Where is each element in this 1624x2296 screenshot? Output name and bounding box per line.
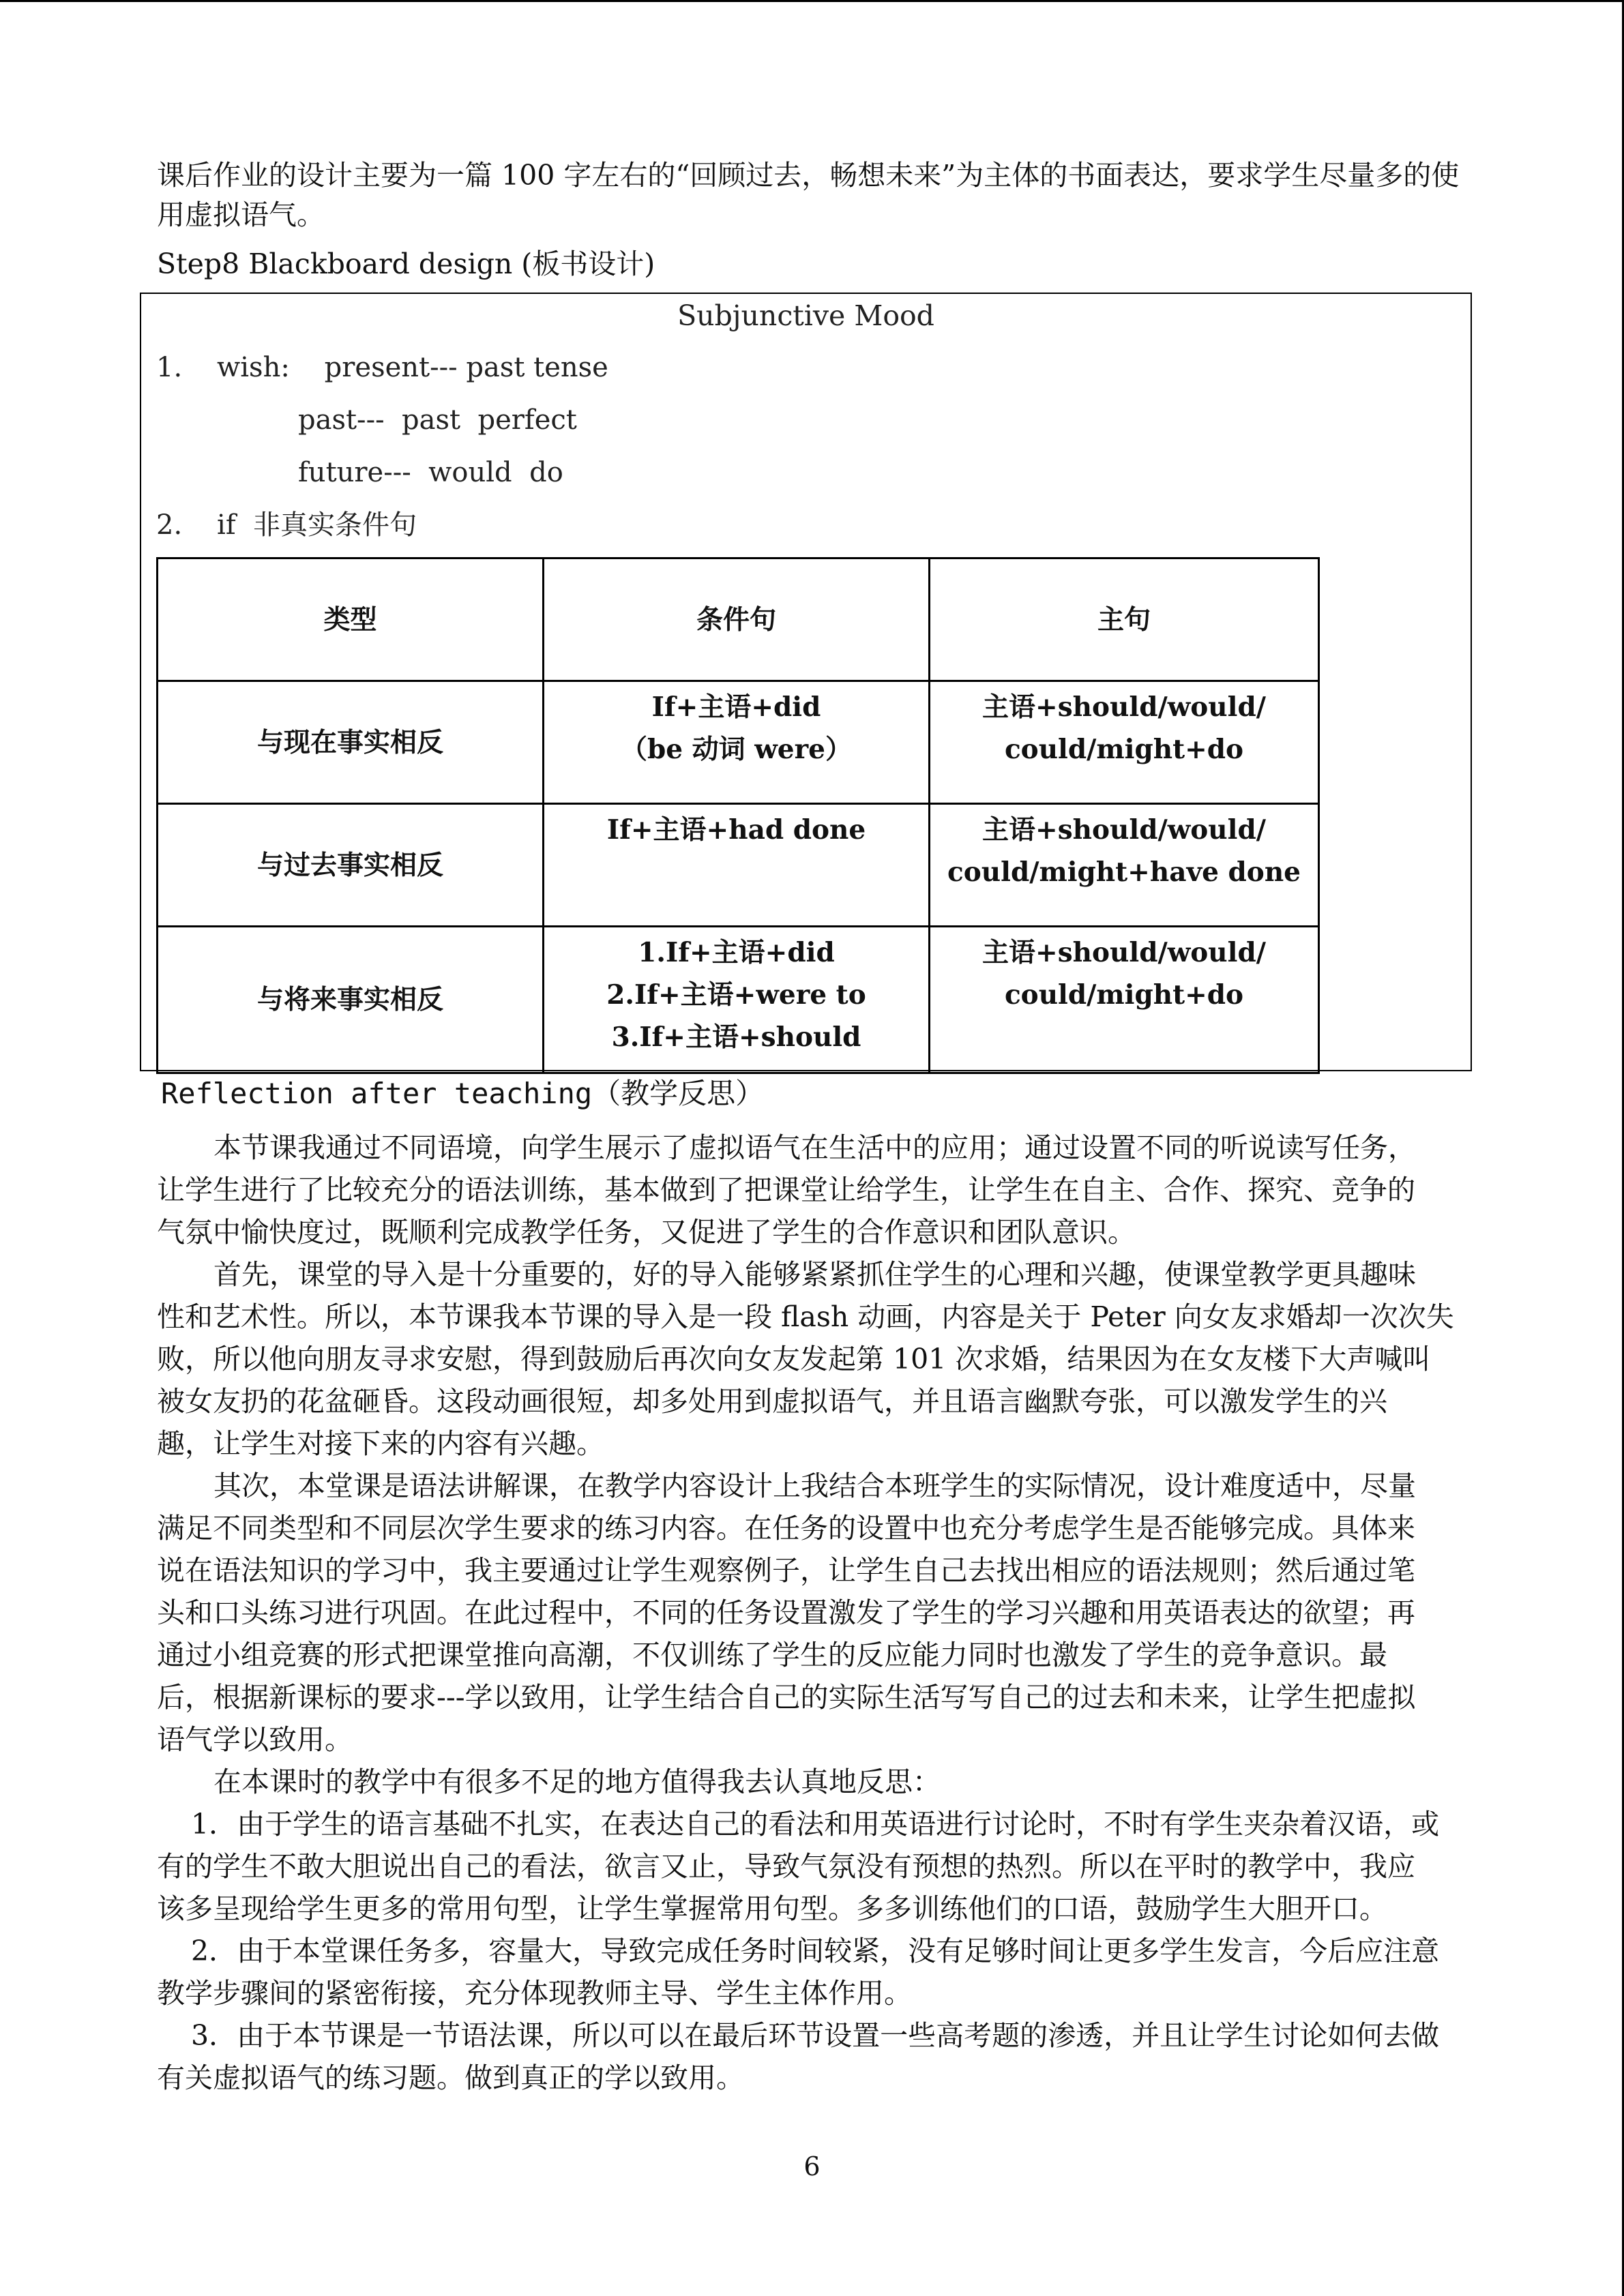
para-line: 败，所以他向朋友寻求安慰，得到鼓励后再次向女友发起第 101 次求婚，结果因为在女友楼下大声喊叫 <box>157 1343 1431 1375</box>
reflection-heading-en: Reflection after teaching <box>161 1077 593 1110</box>
para-line: 首先，课堂的导入是十分重要的，好的导入能够紧紧抓住学生的心理和兴趣，使课堂教学更具趣味 <box>213 1258 1416 1291</box>
para-line: 教学步骤间的紧密衔接，充分体现教师主导、学生主体作用。 <box>157 1977 912 2010</box>
para-line: 气氛中愉快度过，既顺利完成教学任务，又促进了学生的合作意识和团队意识。 <box>157 1216 1136 1249</box>
row-type: 与过去事实相反 <box>158 804 544 927</box>
header-type: 类型 <box>158 558 544 681</box>
para-line: 在本课时的教学中有很多不足的地方值得我去认真地反思： <box>213 1765 941 1798</box>
main-line: could/might+do <box>1004 979 1244 1011</box>
conditional-table <box>156 557 1320 1074</box>
page-number: 6 <box>803 2151 821 2181</box>
table-row <box>158 804 1319 927</box>
table-row <box>158 681 1319 804</box>
reflection-heading-cn: （教学反思） <box>592 1077 765 1110</box>
cond-line: 3.If+主语+should <box>611 1022 861 1053</box>
para-line: 性和艺术性。所以，本节课我本节课的导入是一段 flash 动画，内容是关于 Peter 向女友求婚却一次次失 <box>157 1300 1454 1333</box>
para-line: 其次，本堂课是语法讲解课，在教学内容设计上我结合本班学生的实际情况，设计难度适中，尽量 <box>213 1470 1416 1502</box>
board-line-wish: 1. wish: present--- past tense <box>156 352 608 383</box>
reflection-heading <box>161 1073 764 1115</box>
para-line: 满足不同类型和不同层次学生要求的练习内容。在任务的设置中也充分考虑学生是否能够完成。具体来 <box>157 1512 1415 1545</box>
table-row <box>158 927 1319 1073</box>
para-line: 3．由于本节课是一节语法课，所以可以在最后环节设置一些高考题的渗透，并且让学生讨论如何去做 <box>191 2019 1440 2052</box>
main-line: 主语+should/would/ <box>982 937 1266 968</box>
para-line: 语气学以致用。 <box>157 1723 353 1756</box>
row-condition <box>544 804 930 927</box>
row-main <box>930 804 1319 927</box>
header-condition: 条件句 <box>544 558 930 681</box>
main-line: 主语+should/would/ <box>982 691 1266 723</box>
para-line: 让学生进行了比较充分的语法训练，基本做到了把课堂让给学生，让学生在自主、合作、探究、竞争的 <box>157 1174 1415 1206</box>
para-line: 头和口头练习进行巩固。在此过程中，不同的任务设置激发了学生的学习兴趣和用英语表达的欲望；再 <box>157 1596 1415 1629</box>
row-main <box>930 927 1319 1073</box>
cond-line: If+主语+did <box>651 691 821 723</box>
row-condition <box>544 681 930 804</box>
para-line: 后，根据新课标的要求---学以致用，让学生结合自己的实际生活写写自己的过去和未来，让学生把虚拟 <box>157 1681 1416 1714</box>
step8-heading: Step8 Blackboard design (板书设计) <box>157 248 655 280</box>
header-main: 主句 <box>930 558 1319 681</box>
para-line: 2．由于本堂课任务多，容量大，导致完成任务时间较紧，没有足够时间让更多学生发言，今后应注意 <box>191 1935 1440 1967</box>
main-line: could/might+have done <box>947 856 1301 888</box>
board-line-future: future--- would do <box>298 457 563 488</box>
main-line: could/might+do <box>1004 734 1244 765</box>
board-line-if: 2. if 非真实条件句 <box>156 509 417 541</box>
homework-paragraph: 课后作业的设计主要为一篇 100 字左右的“回顾过去，畅想未来”为主体的书面表达，要求学生尽量多的使用虚拟语气。 <box>157 159 1460 231</box>
cond-line: 1.If+主语+did <box>638 937 835 968</box>
para-line: 1．由于学生的语言基础不扎实，在表达自己的看法和用英语进行讨论时，不时有学生夹杂着汉语，或 <box>191 1808 1440 1840</box>
cond-line: 2.If+主语+were to <box>606 979 866 1011</box>
row-type: 与将来事实相反 <box>158 927 544 1073</box>
para-line: 趣，让学生对接下来的内容有兴趣。 <box>157 1427 604 1460</box>
row-condition <box>544 927 930 1073</box>
board-title: Subjunctive Mood <box>677 299 934 332</box>
para-line: 有的学生不敢大胆说出自己的看法，欲言又止，导致气氛没有预想的热烈。所以在平时的教学中，我应 <box>157 1850 1415 1883</box>
para-line: 该多呈现给学生更多的常用句型，让学生掌握常用句型。多多训练他们的口语，鼓励学生大胆开口。 <box>157 1892 1387 1925</box>
row-type: 与现在事实相反 <box>158 681 544 804</box>
cond-line: If+主语+had done <box>606 814 866 846</box>
main-line: 主语+should/would/ <box>982 814 1266 846</box>
board-line-past: past--- past perfect <box>298 404 577 436</box>
row-main <box>930 681 1319 804</box>
para-line: 被女友扔的花盆砸昏。这段动画很短，却多处用到虚拟语气，并且语言幽默夸张，可以激发学生的兴 <box>157 1385 1387 1418</box>
table-header-row <box>158 558 1319 681</box>
cond-line: （be 动词 were） <box>621 734 852 765</box>
para-line: 通过小组竞赛的形式把课堂推向高潮，不仅训练了学生的反应能力同时也激发了学生的竞争意识。最 <box>157 1639 1387 1671</box>
para-line: 有关虚拟语气的练习题。做到真正的学以致用。 <box>157 2061 744 2094</box>
para-line: 本节课我通过不同语境，向学生展示了虚拟语气在生活中的应用；通过设置不同的听说读写任务， <box>213 1131 1416 1164</box>
page-top-border <box>0 0 1624 2</box>
para-line: 说在语法知识的学习中，我主要通过让学生观察例子，让学生自己去找出相应的语法规则；然后通过笔 <box>157 1554 1415 1587</box>
